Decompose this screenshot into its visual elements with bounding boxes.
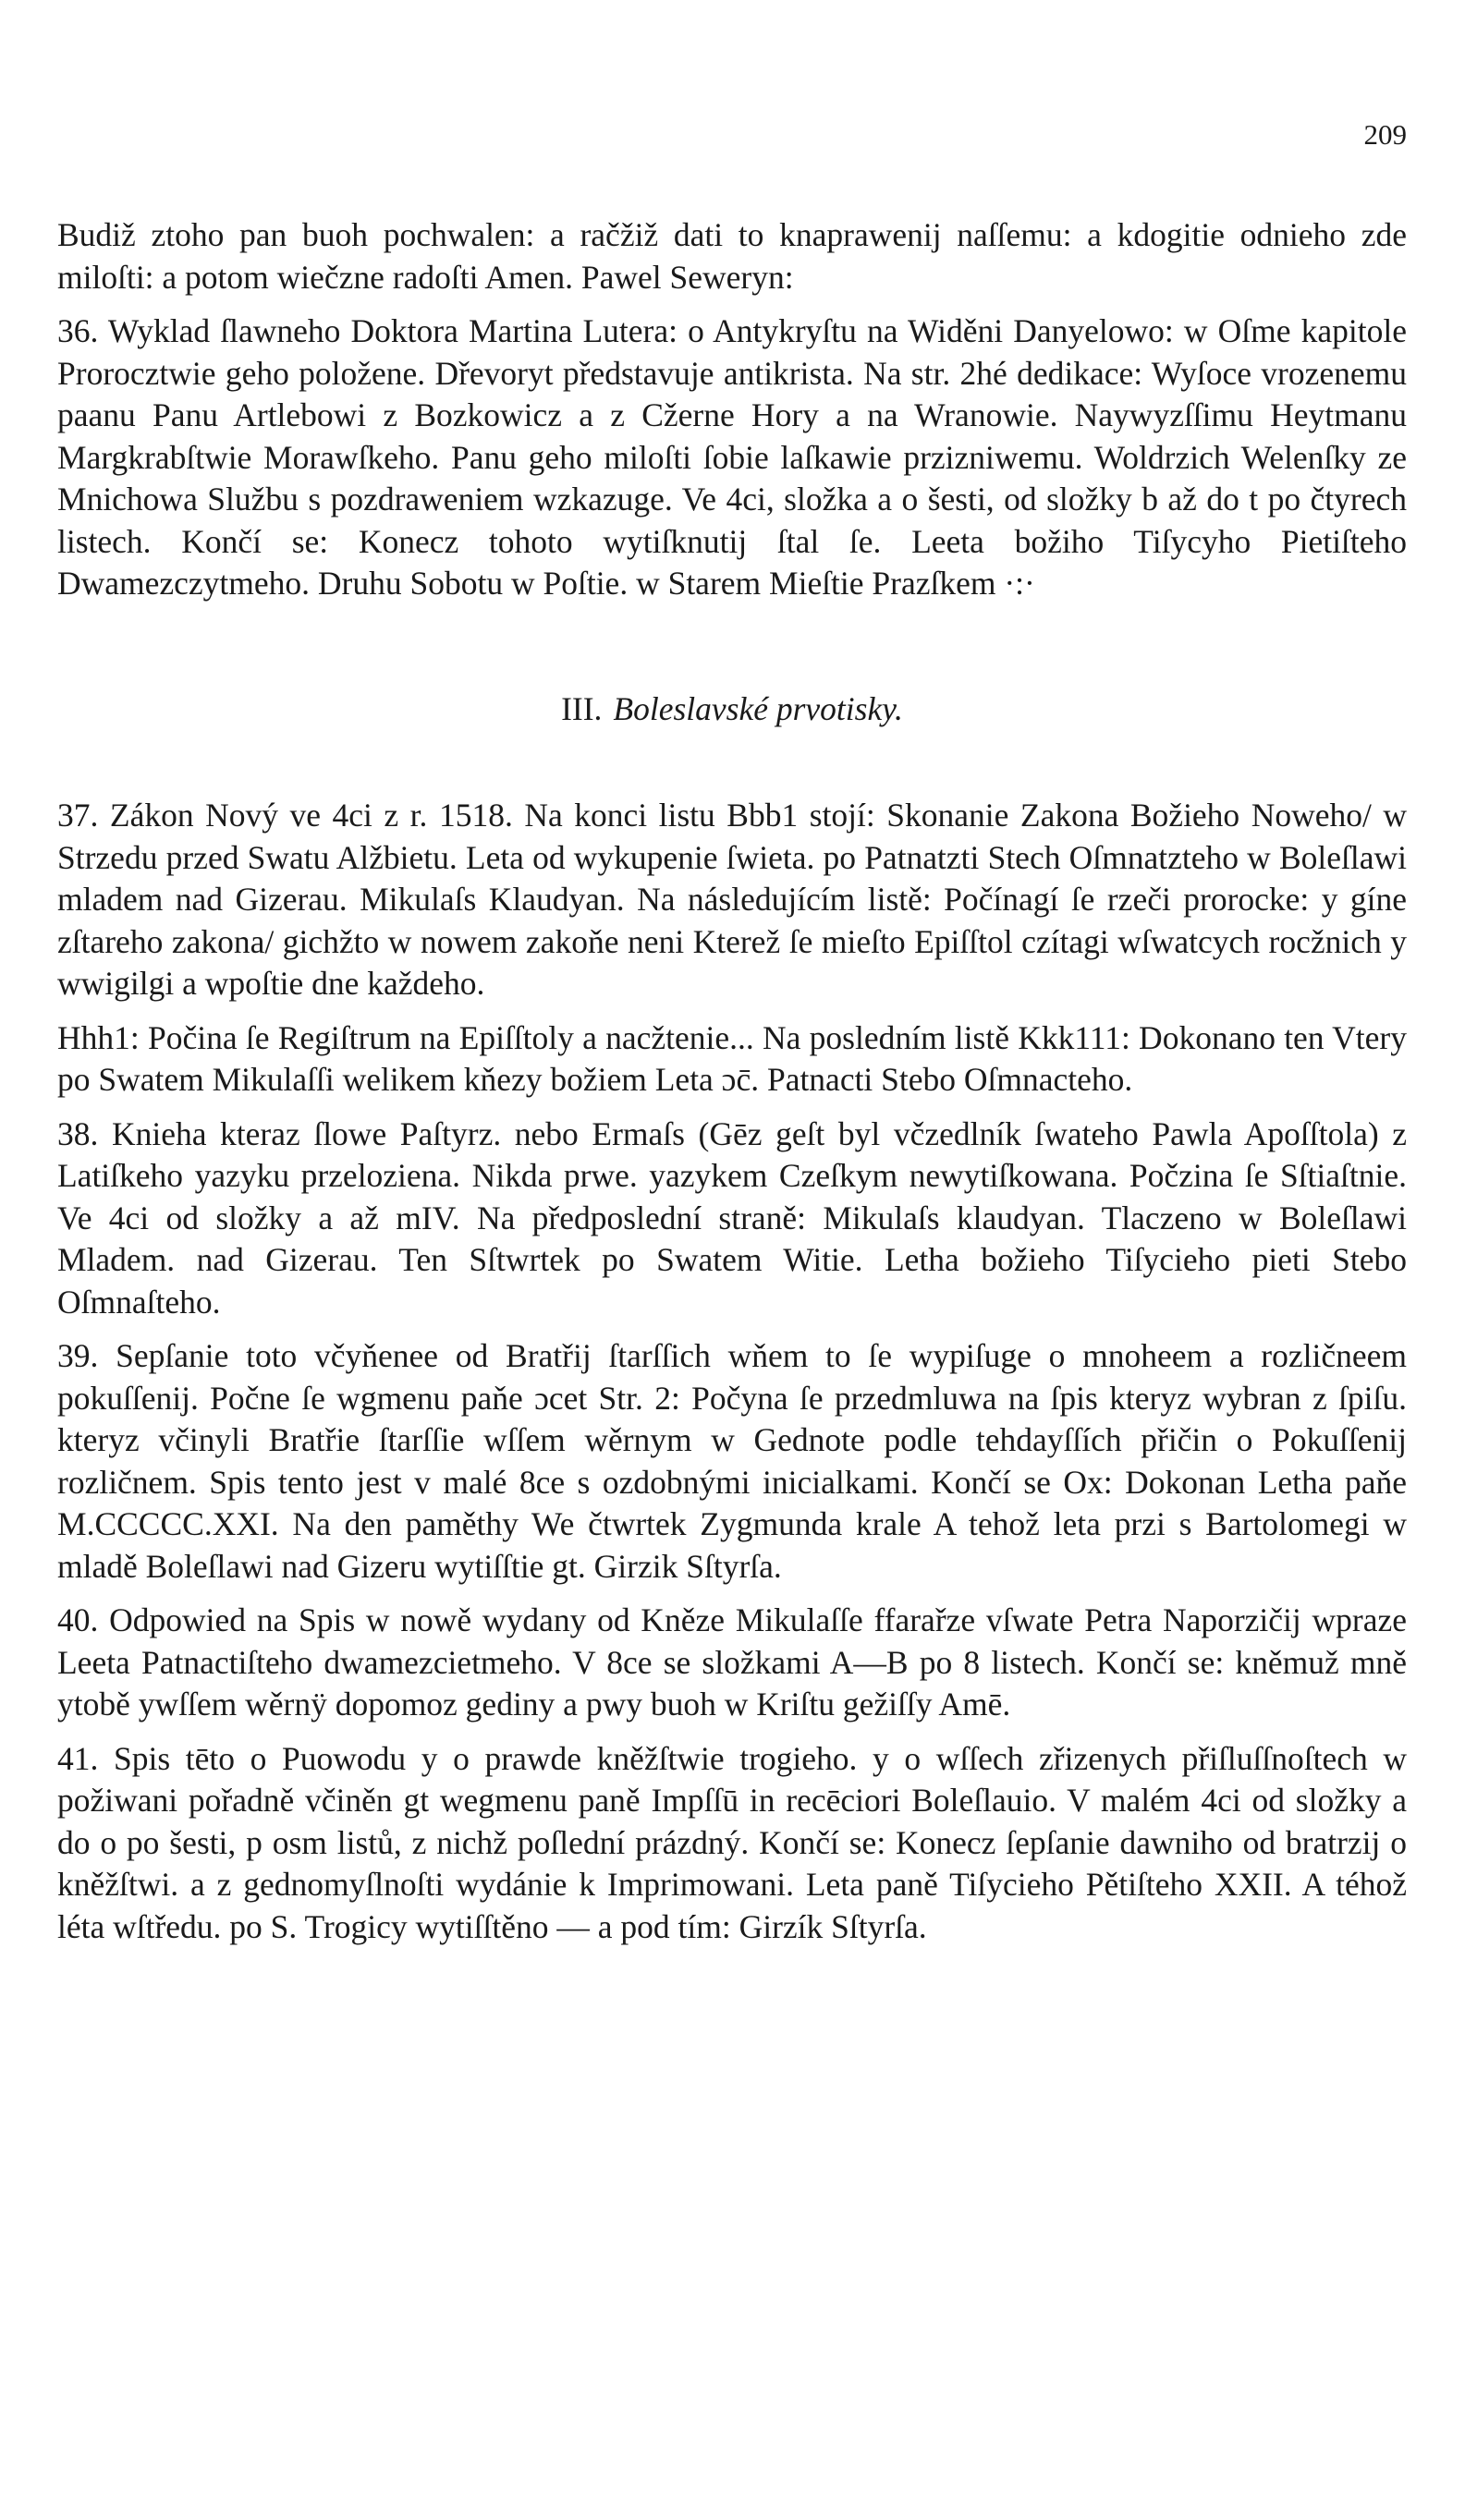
entry-37-continuation: Hhh1: Počina ſe Regiſtrum na Epiſſtoly a nacžtenie... Na posledním listě Kkk111: Dokonano ten Vtery po Swatem Mikulaſſi welikem kňezy božiem Leta ɔc̄. Patnacti Stebo Oſmnacteho. — [57, 1018, 1407, 1098]
entry-37: 37. Zákon Nový ve 4ci z r. 1518. Na konci listu Bbb1 stojí: Skonanie Zakona Božieho Noweho/ w Strzedu przed Swatu Alžbietu. Leta od wykupenie ſwieta. po Patnatzti Stech Oſmnatzteho w Boleſlawi mladem nad Gizerau. Mikulaſs Klaudyan. Na následujícím listě: Počínagí ſe rzeči prorocke: y gíne zſtareho zakona/ gichžto w nowem zakoňe neni Kterež ſe mieſto Epiſſtol czítagi wſwatcych rocžnich y wwigilgi a wpoſtie dne každeho. — [57, 797, 1407, 1002]
section-title: Boleslavské prvotisky. — [613, 689, 903, 727]
document-page — [57, 0, 1407, 2520]
page-number: 209 — [1363, 118, 1407, 151]
entry-40: 40. Odpowied na Spis w nowě wydany od Kněze Mikulaſſe ffarařze vſwate Petra Naporzičij wpraze Leeta Patnactiſteho dwamezcietmeho. V 8ce se složkami A—B po 8 listech. Končí se: kněmuž mně ytobě ywſſem wěrnÿ dopomoz gediny a pwy buoh w Kriſtu gežiſſy Amē. — [57, 1601, 1407, 1723]
entry-36: 36. Wyklad ſlawneho Doktora Martina Lutera: o Antykryſtu na Widěni Danyelowo: w Oſme kapitole Prorocztwie geho položene. Dřevoryt představuje antikrista. Na str. 2hé dedikace: Wyſoce vrozenemu paanu Panu Artlebowi z Bozkowicz a z Cžerne Hory a na Wranowie. Naywyzſſimu Heytmanu Margkrabſtwie Morawſkeho. Panu geho miloſti ſobie laſkawie przizniwemu. Woldrzich Welenſky ze Mnichowa Službu s pozdraweniem wzkazuge. Ve 4ci, složka a o šesti, od složky b až do t po čtyrech listech. Končí se: Konecz tohoto wytiſknutij ſtal ſe. Leeta božiho Tiſycyho Pietiſteho Dwamezczytmeho. Druhu Sobotu w Poſtie. w Starem Mieſtie Prazſkem ·:· — [57, 312, 1407, 602]
entry-41: 41. Spis tēto o Puowodu y o prawde kněžſtwie trogieho. y o wſſech zřizenych přiſluſſnoſtech w požiwani pořadně včiněn gt wegmenu paně Impſſū in recēciori Boleſlauio. V malém 4ci od složky a do o po šesti, p osm listů, z nichž poſlední prázdný. Končí se: Konecz ſepſanie dawniho od bratrzij o kněžſtwi. a z gednomyſlnoſti wydánie k Imprimowani. Leta paně Tiſycieho Pětiſteho XXII. A téhož léta wſtředu. po S. Trogicy wytiſſtěno — a pod tím: Girzík Sſtyrſa. — [57, 1739, 1407, 1945]
section-heading — [57, 688, 1407, 731]
entry-38: 38. Knieha kteraz ſlowe Paſtyrz. nebo Ermaſs (Gēz geſt byl včzedlník ſwateho Pawla Apoſſtola) z Latiſkeho yazyku przeloziena. Nikda prwe. yazykem Czeſkym newytiſkowana. Počzina ſe Sſtiaſtnie. Ve 4ci od složky a až mIV. Na předposlední straně: Mikulaſs klaudyan. Tlaczeno w Boleſlawi Mladem. nad Gizerau. Ten Sſtwrtek po Swatem Witie. Letha božieho Tiſycieho pieti Stebo Oſmnaſteho. — [57, 1114, 1407, 1321]
body-text — [57, 214, 1407, 1948]
entry-35-conclusion: Budiž ztoho pan buoh pochwalen: a račžiž dati to knaprawenij naſſemu: a kdogitie odnieho zde miloſti: a potom wiečzne radoſti Amen. Pawel Seweryn: — [57, 216, 1407, 296]
section-number: III. — [561, 689, 603, 727]
entry-39: 39. Sepſanie toto včyňenee od Bratřij ſtarſſich wňem to ſe wypiſuge o mnoheem a rozličneem pokuſſenij. Počne ſe wgmenu paňe ɔcet Str. 2: Počyna ſe przedmluwa na ſpis kteryz wybran z ſpiſu. kteryz včinyli Bratřie ſtarſſie wſſem wěrnym w Gednote podle tehdayſſích přičin o Pokuſſenij rozličnem. Spis tento jest v malé 8ce s ozdobnými inicialkami. Končí se Ox: Dokonan Letha paňe M.CCCCC.XXI. Na den paměthy We čtwrtek Zygmunda krale A tehož leta przi s Bartolomegi w mladě Boleſlawi nad Gizeru wytiſſtie gt. Girzik Sſtyrſa. — [57, 1337, 1407, 1585]
